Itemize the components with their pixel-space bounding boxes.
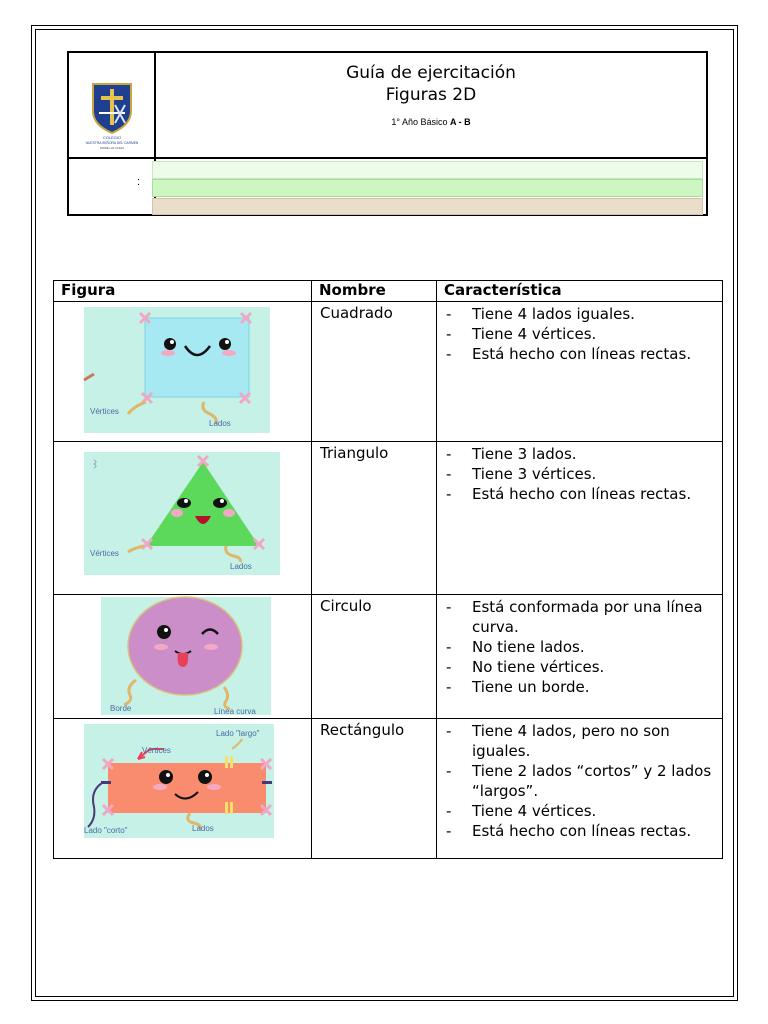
name-cell-triangle — [312, 442, 437, 595]
date-field[interactable] — [152, 198, 703, 215]
name-field[interactable] — [152, 161, 703, 179]
header-nombre: Nombre — [312, 281, 437, 302]
vertices-label: Vértices — [90, 407, 119, 416]
figure-cell-circle — [54, 595, 312, 719]
feature-item: - Tiene 4 vértices. — [446, 801, 716, 821]
page-title: Guía de ejercitación — [346, 63, 516, 83]
features-list — [437, 442, 722, 504]
student-info-row — [69, 157, 706, 214]
vertices-label: Vértices — [142, 746, 171, 755]
feature-item: - No tiene vértices. — [446, 657, 716, 677]
figure-cell-rectangle — [54, 719, 312, 859]
feature-item: - Tiene 4 vértices. — [446, 324, 716, 344]
shape-name: Cuadrado — [320, 304, 393, 322]
figure-cell-square — [54, 302, 312, 442]
circle-illustration — [54, 595, 312, 717]
grade-groups: A - B — [449, 117, 471, 127]
feature-item: - Está hecho con líneas rectas. — [446, 344, 716, 364]
grade-label — [156, 117, 706, 127]
features-cell-triangle — [437, 442, 723, 595]
logo-text-1: COLEGIO — [102, 135, 122, 140]
figures-table — [53, 280, 723, 859]
shape-name: Triangulo — [320, 444, 389, 462]
features-cell-rectangle — [437, 719, 723, 859]
sides-label: Lados — [192, 824, 214, 833]
feature-item: - Tiene un borde. — [446, 677, 716, 697]
page-subtitle: Figuras 2D — [385, 85, 477, 105]
name-cell-circle — [312, 595, 437, 719]
triangle-illustration — [54, 442, 312, 593]
header-caracteristica: Característica — [437, 281, 723, 302]
feature-item: - Está hecho con líneas rectas. — [446, 484, 716, 504]
feature-item: - Tiene 4 lados iguales. — [446, 304, 716, 324]
feature-item: - Tiene 3 vértices. — [446, 464, 716, 484]
logo-cell — [69, 53, 156, 157]
short-side-label: Lado "corto" — [84, 826, 128, 835]
name-cell-square — [312, 302, 437, 442]
name-cell-rectangle — [312, 719, 437, 859]
border-label: Borde — [110, 704, 132, 713]
school-logo — [69, 53, 156, 153]
features-list — [437, 302, 722, 364]
sides-label: Lados — [209, 419, 231, 428]
logo-text-2: NUESTRA SEÑORA DEL CARMEN — [85, 141, 139, 145]
vertices-label: Vértices — [90, 549, 119, 558]
grade-prefix: 1° Año Básico — [391, 117, 450, 127]
figure-cell-triangle — [54, 442, 312, 595]
header-figura: Figura — [54, 281, 312, 302]
features-list — [437, 595, 722, 697]
long-side-label: Lado "largo" — [216, 729, 260, 738]
table-row-rectangle — [54, 719, 723, 859]
field-colon: : — [136, 176, 140, 188]
shape-name: Circulo — [320, 597, 372, 615]
table-row-square — [54, 302, 723, 442]
student-label-cell — [69, 159, 156, 214]
shape-name: Rectángulo — [320, 721, 405, 739]
feature-item: - Está hecho con líneas rectas. — [446, 821, 716, 841]
logo-text-3: PADRE LAS CASAS — [100, 147, 124, 150]
table-header-row — [54, 281, 723, 302]
table-row-triangle — [54, 442, 723, 595]
features-cell-square — [437, 302, 723, 442]
rectangle-illustration — [54, 719, 312, 857]
features-cell-circle — [437, 595, 723, 719]
feature-item: - Tiene 4 lados, pero no son iguales. — [446, 721, 716, 761]
title-cell — [156, 53, 706, 157]
feature-item: - Está conformada por una línea curva. — [446, 597, 716, 637]
sides-label: Lados — [230, 562, 252, 571]
header-box — [67, 51, 708, 216]
feature-item: - No tiene lados. — [446, 637, 716, 657]
curve-line-label: Línea curva — [214, 707, 256, 716]
feature-item: - Tiene 2 lados “cortos” y 2 lados “largos”. — [446, 761, 716, 801]
features-list — [437, 719, 722, 841]
feature-item: - Tiene 3 lados. — [446, 444, 716, 464]
table-row-circle — [54, 595, 723, 719]
square-illustration — [54, 302, 312, 440]
course-field[interactable] — [152, 179, 703, 197]
